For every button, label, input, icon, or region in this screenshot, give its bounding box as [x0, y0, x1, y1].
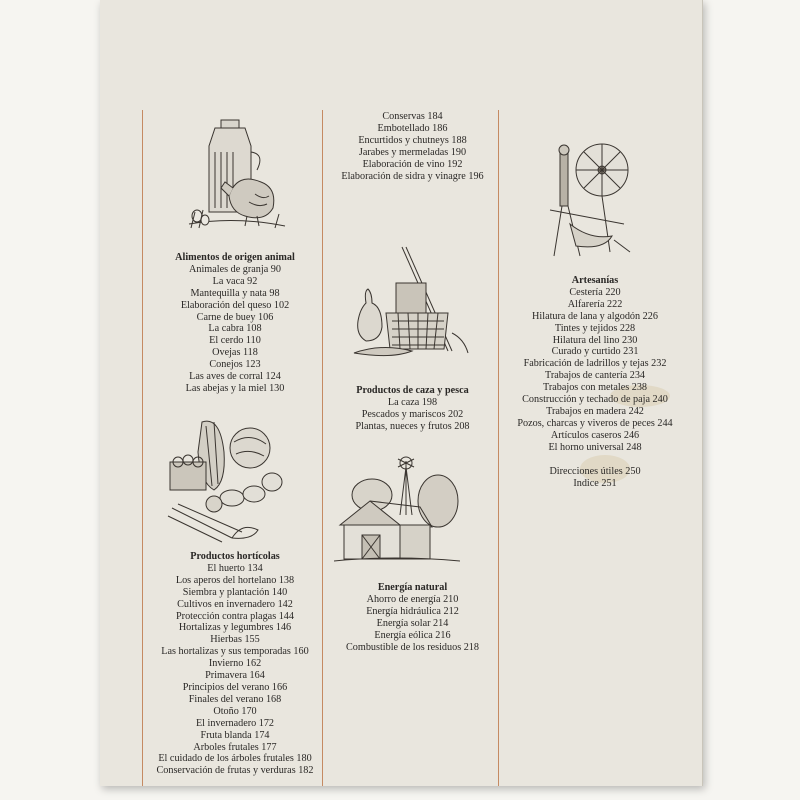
toc-entry: Encurtidos y chutneys 188	[358, 134, 467, 146]
toc-entry: Elaboración de vino 192	[362, 158, 463, 170]
toc-entry: La cabra 108	[208, 323, 262, 335]
toc-entry: Conservación de frutas y verduras 182	[156, 765, 314, 777]
section-heading-animal-foods: Alimentos de origen animal	[175, 252, 295, 263]
toc-entry: Primavera 164	[205, 670, 265, 682]
section-spacer	[500, 454, 690, 466]
toc-entry: El cerdo 110	[209, 335, 261, 347]
toc-section-natural-energy	[330, 582, 495, 653]
toc-entry: Trabajos en madera 242	[546, 405, 644, 417]
toc-entry: Direcciones útiles 250	[549, 465, 641, 477]
toc-section-animal-foods	[150, 252, 320, 395]
section-heading-natural-energy: Energía natural	[377, 582, 448, 593]
toc-entry: Construcción y techado de paja 240	[522, 394, 668, 406]
toc-entry: Indice 251	[573, 477, 617, 489]
toc-entry: Siembra y plantación 140	[182, 586, 288, 598]
toc-entry: Protección contra plagas 144	[176, 610, 294, 622]
toc-entry: Jarabes y mermeladas 190	[358, 146, 467, 158]
toc-entry: Conejos 123	[209, 359, 261, 371]
toc-entry: Artículos caseros 246	[550, 429, 640, 441]
toc-entry: Conservas 184	[382, 111, 443, 122]
toc-entry: Trabajos de cantería 234	[544, 370, 646, 382]
toc-entry: Energía hidráulica 212	[366, 605, 459, 617]
toc-entry: Fabricación de ladrillos y tejas 232	[523, 358, 667, 370]
toc-entry: Invierno 162	[208, 658, 262, 670]
farm-windmill-illustration	[334, 455, 460, 567]
toc-entry: Mantequilla y nata 98	[190, 287, 280, 299]
toc-entry: Ovejas 118	[212, 347, 258, 359]
column-rule-left	[142, 110, 143, 786]
toc-entry: Trabajos con metales 238	[542, 382, 648, 394]
toc-entry: Pescados y mariscos 202	[361, 408, 464, 420]
toc-entry: Elaboración de sidra y vinagre 196	[341, 170, 484, 182]
toc-entry: El invernadero 172	[195, 717, 275, 729]
milk-churn-hen-illustration	[185, 112, 290, 237]
toc-entry: Elaboración del queso 102	[180, 299, 290, 311]
toc-entry: Hilatura del lino 230	[552, 334, 638, 346]
toc-entry: Energía eólica 216	[374, 629, 451, 641]
toc-entry: Otoño 170	[213, 705, 257, 717]
toc-entry: Curado y curtido 231	[551, 346, 639, 358]
toc-entry: Alfarería 222	[567, 298, 623, 310]
toc-entry: Ahorro de energía 210	[366, 593, 459, 605]
toc-entry: Combustible de los residuos 218	[346, 641, 479, 653]
section-heading-horticultural: Productos hortícolas	[190, 551, 280, 562]
toc-entry: Hierbas 155	[210, 634, 260, 646]
toc-entry: Arboles frutales 177	[193, 741, 277, 753]
toc-entry: Embotellado 186	[377, 122, 448, 134]
toc-entry: La vaca 92	[212, 275, 258, 287]
toc-entry: Principios del verano 166	[182, 681, 288, 693]
hunting-basket-illustration	[352, 243, 470, 363]
toc-entry: Los aperos del hortelano 138	[175, 574, 295, 586]
toc-entry: Hilatura de lana y algodón 226	[532, 310, 658, 322]
toc-entry: Energía solar 214	[376, 617, 449, 629]
toc-entry: El cuidado de los árboles frutales 180	[158, 753, 312, 765]
toc-entry: Carne de buey 106	[196, 311, 274, 323]
toc-section-hunting-fishing	[330, 385, 495, 433]
spinning-wheel-illustration	[540, 140, 632, 262]
toc-entry: Hortalizas y legumbres 146	[178, 622, 292, 634]
toc-entry: Cultivos en invernadero 142	[177, 598, 293, 610]
toc-entry: Cestería 220	[569, 286, 621, 298]
toc-entry: Animales de granja 90	[189, 263, 281, 275]
toc-entry: Pozos, charcas y viveros de peces 244	[517, 417, 673, 429]
toc-section-preserves	[330, 111, 495, 182]
column-rule-right	[498, 110, 499, 786]
toc-entry: El huerto 134	[207, 562, 263, 574]
toc-entry: La caza 198	[387, 396, 438, 408]
toc-entry: Tintes y tejidos 228	[554, 322, 636, 334]
section-heading-hunting-fishing: Productos de caza y pesca	[356, 385, 469, 396]
toc-section-crafts	[500, 275, 690, 489]
vegetables-illustration	[162, 412, 294, 547]
toc-section-horticultural	[145, 551, 325, 777]
toc-entry: Plantas, nueces y frutos 208	[355, 420, 470, 432]
section-heading-crafts: Artesanías	[571, 275, 619, 286]
toc-entry: El horno universal 248	[548, 441, 642, 453]
toc-entry: Fruta blanda 174	[200, 729, 270, 741]
toc-entry: Las aves de corral 124	[189, 371, 281, 383]
toc-entry: Las abejas y la miel 130	[185, 382, 285, 394]
toc-entry: Las hortalizas y sus temporadas 160	[161, 646, 309, 658]
toc-entry: Finales del verano 168	[188, 693, 282, 705]
